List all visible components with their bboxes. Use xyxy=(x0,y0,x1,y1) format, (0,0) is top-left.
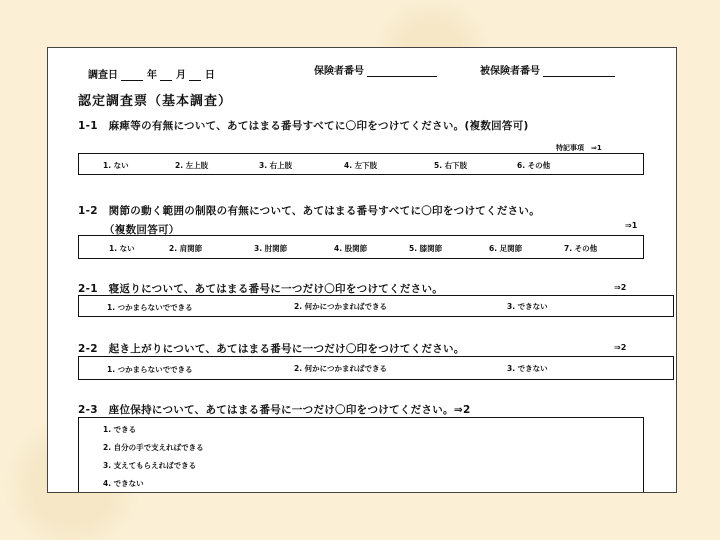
option[interactable]: 2. 何かにつかまればできる xyxy=(294,302,388,311)
question-2-3-options xyxy=(78,417,644,493)
option[interactable]: 2. 自分の手で支えればできる xyxy=(103,443,204,452)
question-2-1-arrow: ⇒2 xyxy=(614,283,627,292)
day-label: 日 xyxy=(204,70,215,81)
question-1-1-note: 特記事項 ⇒1 xyxy=(556,144,602,152)
question-1-1-options xyxy=(78,153,644,175)
option[interactable]: 1. ない xyxy=(109,244,135,253)
option[interactable]: 3. できない xyxy=(507,302,548,311)
option[interactable]: 2. 何かにつかまればできる xyxy=(294,364,388,373)
option[interactable]: 7. その他 xyxy=(564,244,598,253)
survey-sheet xyxy=(47,47,677,493)
question-2-3-text: 2-3 座位保持について、あてはまる番号に一つだけ〇印をつけてください。⇒2 xyxy=(78,404,471,416)
option[interactable]: 5. 膝関節 xyxy=(409,244,443,253)
option[interactable]: 1. つかまらないでできる xyxy=(107,365,193,374)
month-field[interactable] xyxy=(160,70,172,81)
question-1-1-text: 1-1 麻痺等の有無について、あてはまる番号すべてに〇印をつけてください。(複数回答可) xyxy=(78,120,529,132)
year-field[interactable] xyxy=(121,70,143,81)
page-title: 認定調査票（基本調査） xyxy=(78,94,233,109)
option[interactable]: 3. 支えてもらえればできる xyxy=(103,461,197,470)
survey-date-row xyxy=(88,66,215,81)
option[interactable]: 4. 股関節 xyxy=(334,244,368,253)
question-2-1-options xyxy=(78,295,674,317)
question-2-2-text: 2-2 起き上がりについて、あてはまる番号に一つだけ〇印をつけてください。 xyxy=(78,343,465,355)
question-1-2-subtext: （複数回答可） xyxy=(104,224,180,236)
insurer-number-label: 保険者番号 xyxy=(314,66,364,77)
year-label: 年 xyxy=(146,70,157,81)
insured-number-field[interactable] xyxy=(543,66,615,77)
option[interactable]: 4. 左下肢 xyxy=(344,161,378,170)
month-label: 月 xyxy=(175,70,186,81)
option[interactable]: 6. その他 xyxy=(517,161,551,170)
day-field[interactable] xyxy=(189,70,201,81)
option[interactable]: 2. 肩関節 xyxy=(169,244,203,253)
option[interactable]: 1. ない xyxy=(103,161,129,170)
option[interactable]: 6. 足関節 xyxy=(489,244,523,253)
option[interactable]: 1. できる xyxy=(103,425,137,434)
option[interactable]: 2. 左上肢 xyxy=(175,161,209,170)
question-1-2-arrow: ⇒1 xyxy=(625,221,638,230)
insured-number-row xyxy=(480,62,615,77)
question-1-2-options xyxy=(78,235,644,259)
question-1-2-text: 1-2 関節の動く範囲の制限の有無について、あてはまる番号すべてに〇印をつけてください。 xyxy=(78,205,541,217)
option[interactable]: 4. できない xyxy=(103,479,144,488)
option[interactable]: 3. 右上肢 xyxy=(259,161,293,170)
insurer-number-field[interactable] xyxy=(367,66,437,77)
question-2-2-arrow: ⇒2 xyxy=(614,343,627,352)
option[interactable]: 5. 右下肢 xyxy=(434,161,468,170)
question-2-2-options xyxy=(78,356,674,380)
option[interactable]: 3. できない xyxy=(507,364,548,373)
question-2-1-text: 2-1 寝返りについて、あてはまる番号に一つだけ〇印をつけてください。 xyxy=(78,283,444,295)
insured-number-label: 被保険者番号 xyxy=(480,66,540,77)
survey-date-label: 調査日 xyxy=(88,70,118,81)
insurer-number-row xyxy=(314,62,437,77)
option[interactable]: 3. 肘関節 xyxy=(254,244,288,253)
option[interactable]: 1. つかまらないでできる xyxy=(107,303,193,312)
